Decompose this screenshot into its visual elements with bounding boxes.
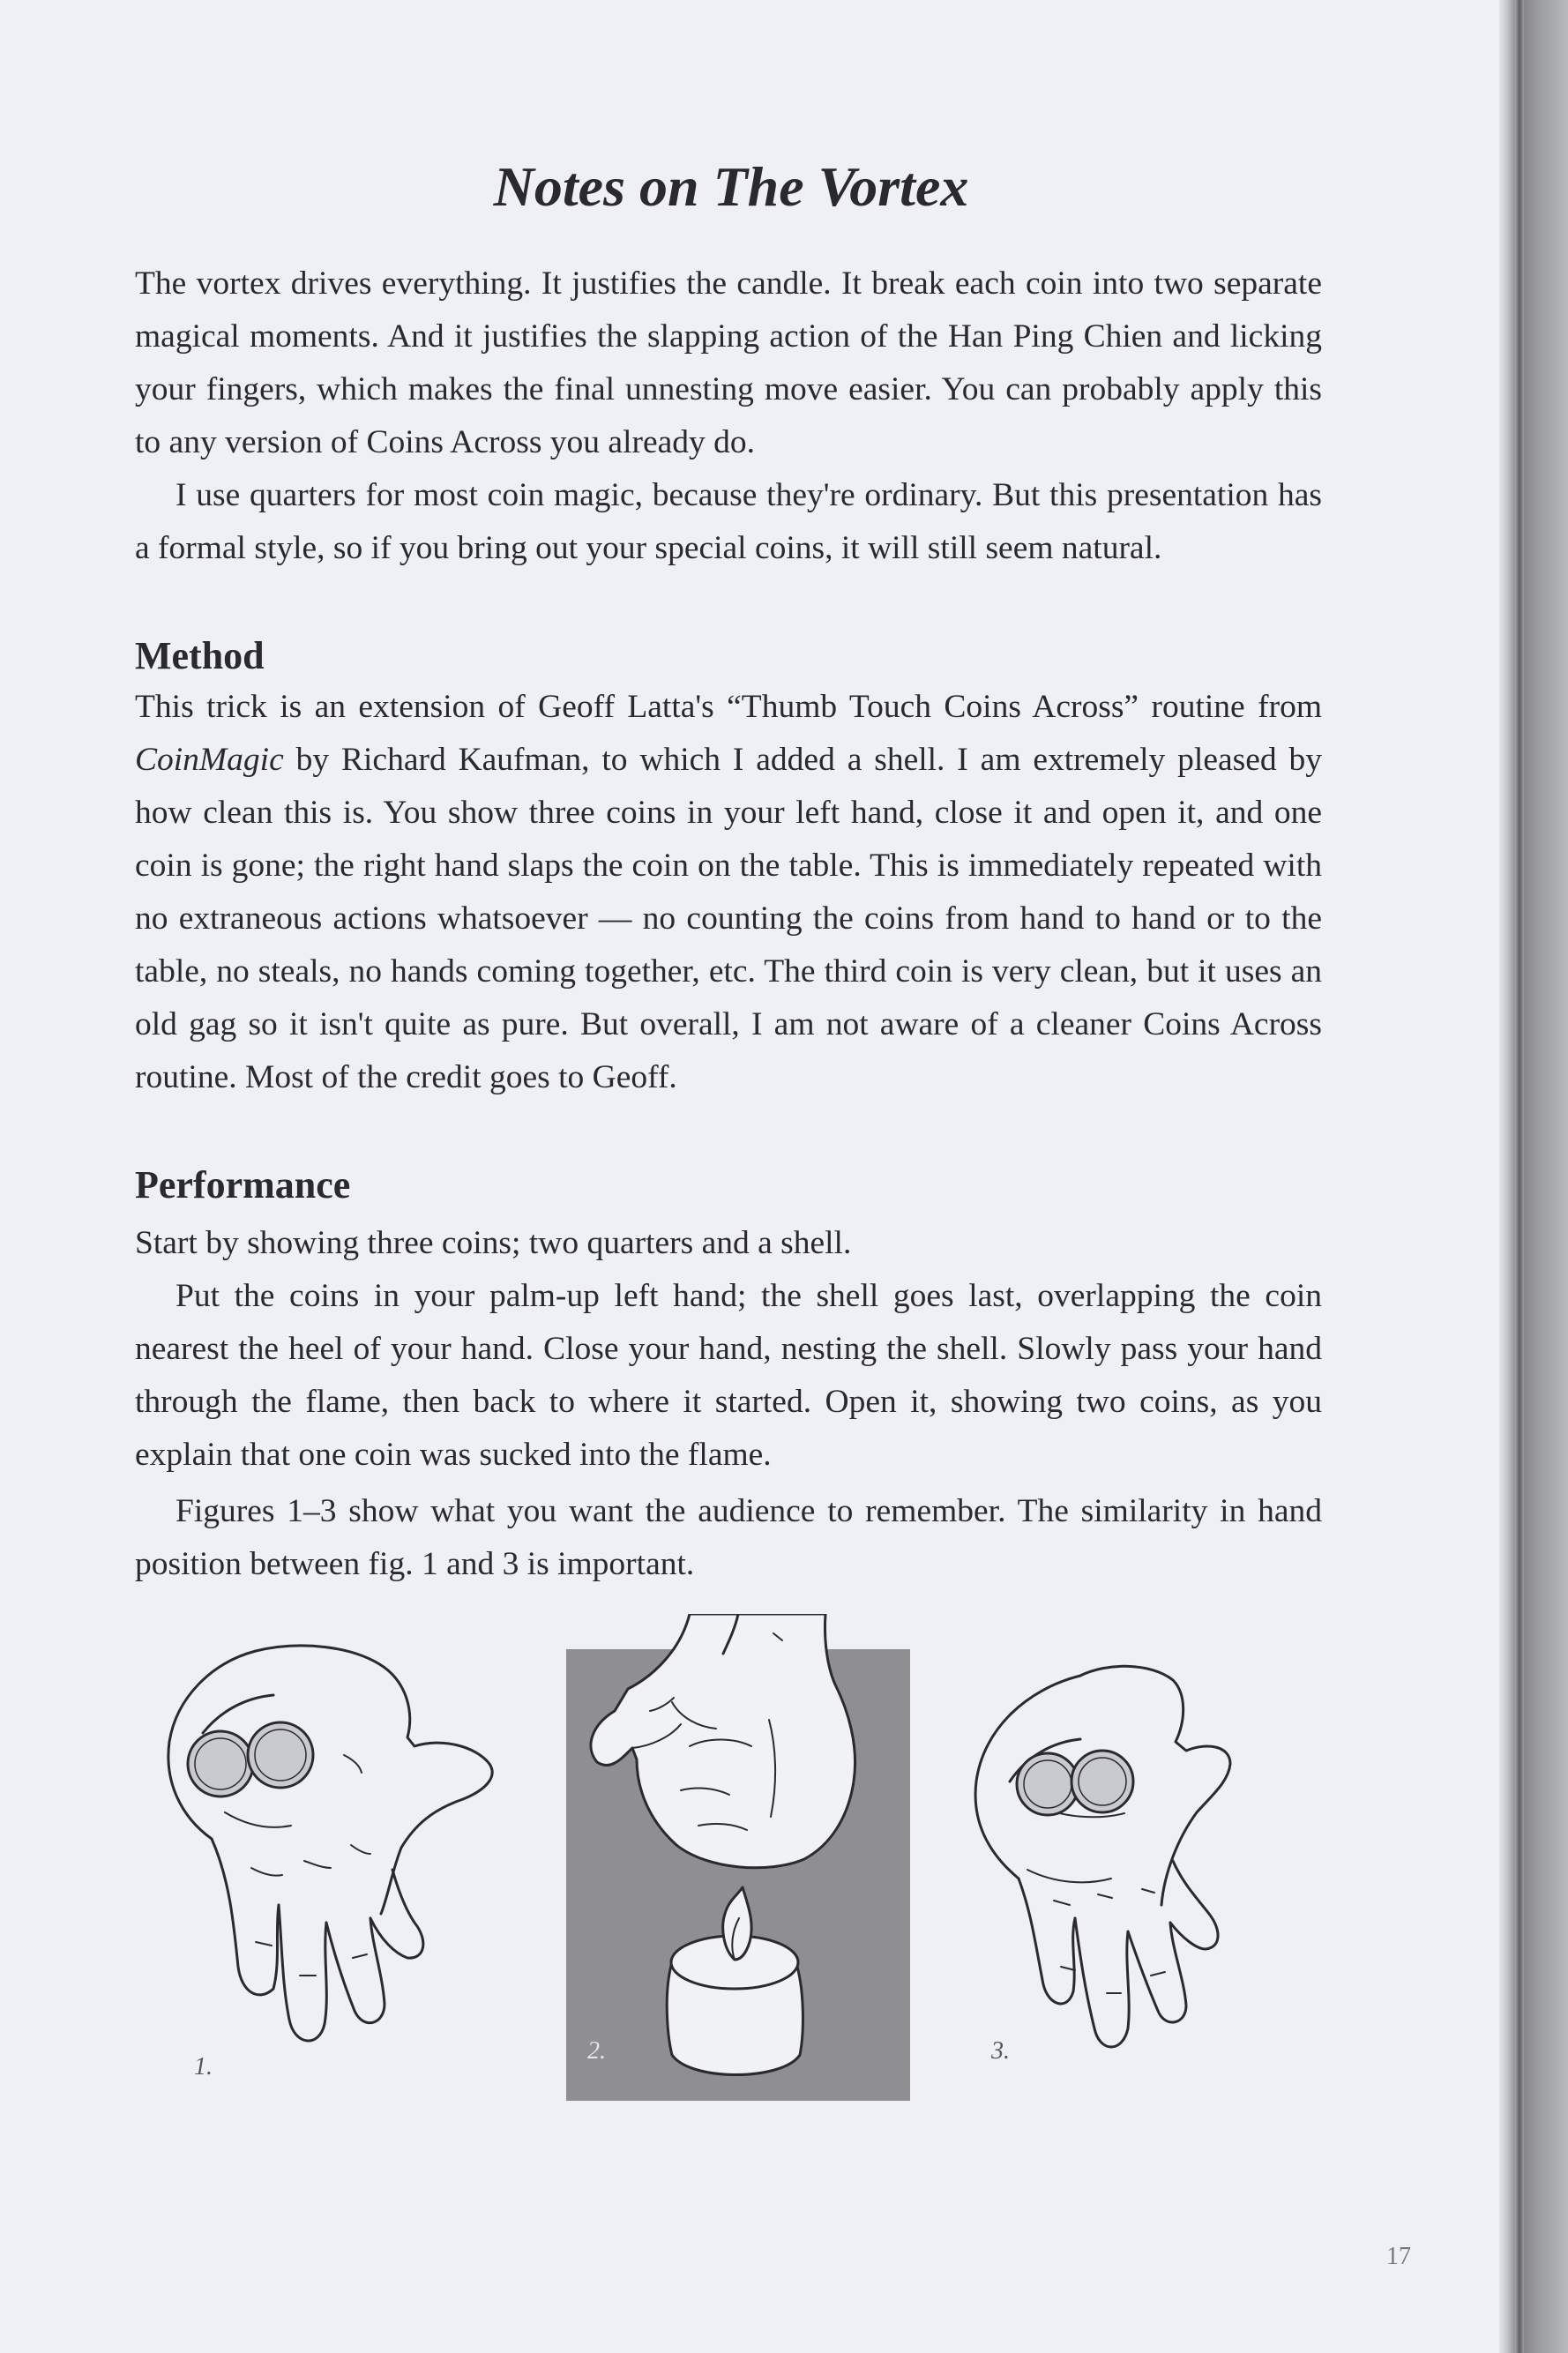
intro-paragraph-1: The vortex drives everything. It justifies the candle. It break each coin into two separate magical moments. And it justifies the slapping action of the Han Ping Chien and licking your fingers, which makes the final unnesting move easier. You can probably apply this to any version of Coins Across you already do. [135,265,1322,460]
performance-section [135,1217,1322,1591]
performance-paragraph-1: Start by showing three coins; two quarters and a shell. [135,1225,852,1261]
page-number: 17 [1386,2243,1411,2270]
figure-1-label: 1. [194,2053,213,2080]
intro-paragraph-2: I use quarters for most coin magic, because they're ordinary. But this presentation has a formal style, so if you bring out your special coins, it will still seem natural. [135,477,1322,566]
page-title: Notes on The Vortex [493,155,969,218]
figure-2-label: 2. [587,2037,606,2065]
method-heading: Method [135,634,265,677]
method-text-after: by Richard Kaufman, to which I added a shell. I am extremely pleased by how clean this is. You show three coins in your left hand, close it and open it, and one coin is gone; the right hand slaps the coin on the table. This is immediately repeated with no extraneous actions whatsoever — no counting the coins from hand to hand or to the table, no steals, no hands coming together, etc. The third coin is very clean, but it uses an old gag so it isn't quite as pure. But overall, I am not aware of a cleaner Coins Across routine. Most of the credit goes to Geoff. [135,742,1322,1095]
performance-paragraph-2: Put the coins in your palm-up left hand; the shell goes last, overlapping the coin nearest the heel of your hand. Close your hand, nesting the shell. Slowly pass your hand through the flame, then back to where it started. Open it, showing two coins, as you explain that one coin was sucked into the flame. [135,1278,1322,1473]
figure-3-open-hand [966,1658,1318,2081]
performance-heading: Performance [135,1163,351,1206]
book-spine-shadow [1499,0,1568,2353]
intro-section [135,258,1322,575]
binding-crease [1515,0,1524,2353]
figure-3-label: 3. [991,2037,1010,2065]
method-text-before: This trick is an extension of Geoff Latta's “Thumb Touch Coins Across” routine from [135,689,1322,725]
performance-paragraph-3: Figures 1–3 show what you want the audience to remember. The similarity in hand position between fig. 1 and 3 is important. [135,1493,1322,1582]
method-section [135,681,1322,1104]
method-paragraph [135,681,1322,1104]
figure-1-open-hand [150,1614,520,2073]
book-title: CoinMagic [135,742,284,778]
figure-2-fist-over-candle [566,1614,914,2103]
